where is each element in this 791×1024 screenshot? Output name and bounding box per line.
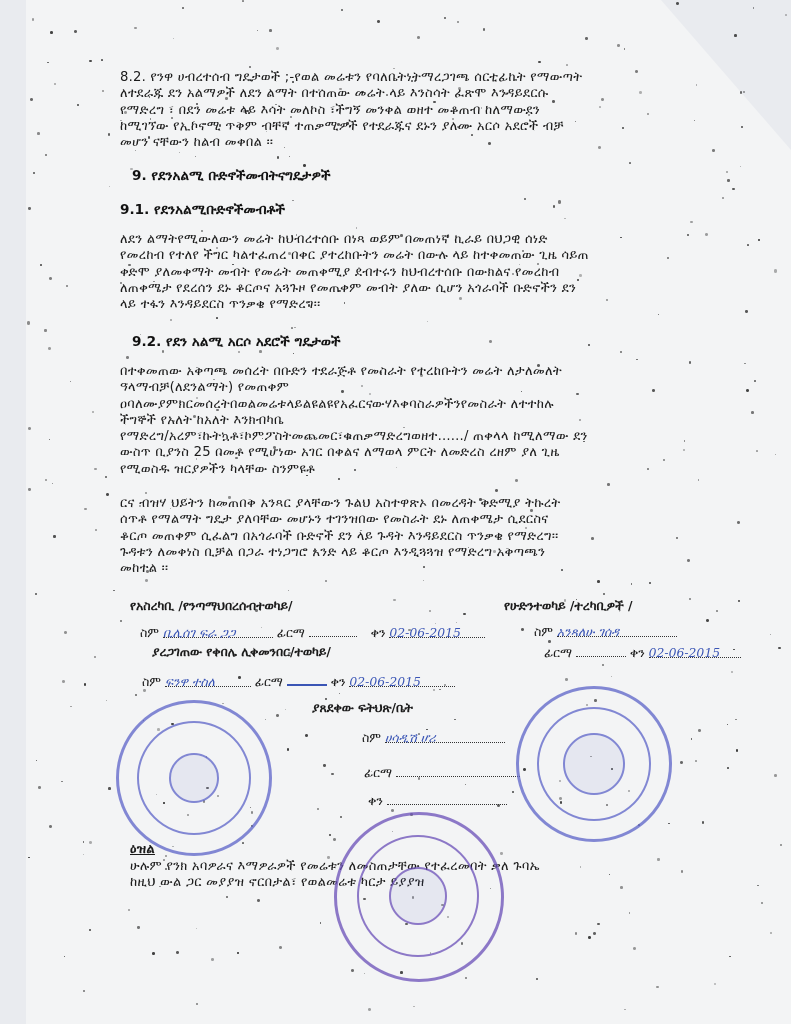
scan-speck — [689, 598, 691, 600]
scan-speck — [620, 351, 622, 353]
scan-speck — [325, 580, 327, 582]
scan-speck — [317, 808, 318, 809]
scan-speck — [356, 227, 357, 228]
scan-speck — [211, 958, 214, 961]
scan-speck — [294, 327, 296, 329]
signature-label: ፊርማ — [276, 625, 305, 640]
scan-speck — [636, 359, 637, 360]
scan-speck — [92, 411, 94, 413]
scan-speck — [28, 207, 30, 209]
right-round-stamp — [516, 686, 672, 842]
scan-speck — [538, 61, 541, 64]
scan-speck — [566, 64, 568, 66]
scan-speck — [735, 719, 736, 720]
scan-speck — [94, 468, 96, 470]
scan-speck — [351, 969, 354, 972]
scan-speck — [242, 0, 244, 2]
scan-speck — [101, 59, 103, 61]
scan-speck — [33, 172, 35, 174]
scan-speck — [603, 593, 605, 595]
scan-speck — [120, 620, 122, 622]
handwritten-date-1: 02-06-2015 — [389, 625, 485, 638]
scan-speck — [113, 590, 115, 592]
scan-speck — [36, 760, 37, 761]
scan-speck — [585, 37, 588, 40]
scan-speck — [162, 350, 165, 353]
scan-speck — [279, 946, 282, 949]
scan-speck — [83, 854, 84, 855]
scan-speck — [52, 483, 53, 484]
signature-blank — [309, 624, 357, 637]
scan-speck — [738, 600, 739, 601]
signature-row-2-right — [544, 644, 741, 661]
name-label: ስም — [534, 624, 553, 639]
scan-speck — [727, 724, 728, 725]
approver-name-row — [362, 730, 505, 746]
paragraph-closing: ርና ብዝሃ ህይትን ከመጠበቅ አንጻር ያላቸውን ጉልህ አስተዋጽኦ በመረዳት ቅድሚያ ትኩረት ሰጥቶ የማልማት ግዴታ ያለባቸው መሆኑን ተገንዝበው የመስራት ደኑ ለጠቀሜታ ሲደርስና ቆርጦ መጠቀም ሲፈልግ በአጎራባች ቡድኖች ደን ላይ ጉዳት እንዳይደርስ ጥንቃቄ የማድረግ፡፡ ጉዳቱን ለመቀነስ ቢቻል በጋራ ተነጋግሮ አንድ ላይ ቆርጦ እንዲጓጓዝ የማድረግ አቅጣጫን መከተል ፡፡ — [120, 496, 561, 577]
scan-speck — [305, 734, 308, 737]
scan-speck — [698, 729, 701, 732]
scan-speck — [706, 619, 709, 622]
scan-speck — [196, 1003, 198, 1005]
scan-speck — [102, 90, 104, 92]
scan-speck — [61, 781, 63, 783]
scan-speck — [633, 947, 636, 950]
scan-speck — [196, 928, 197, 929]
scan-speck — [287, 748, 289, 750]
scan-speck — [393, 68, 395, 70]
scan-speck — [680, 761, 683, 764]
handwritten-date-2: 02-06-2015 — [649, 645, 741, 658]
scan-speck — [770, 634, 771, 635]
scan-speck — [444, 17, 446, 19]
scan-speck — [48, 347, 51, 350]
scan-speck — [49, 277, 52, 280]
scan-speck — [108, 133, 110, 135]
scan-speck — [611, 676, 612, 677]
signature-title-right: የሁድንተወካይ /ተረካቢዎች / — [504, 598, 633, 613]
scan-speck — [575, 932, 577, 934]
scan-speck — [597, 580, 600, 583]
scan-speck — [285, 709, 286, 710]
signature-row-1-right — [534, 624, 677, 640]
scan-speck — [145, 579, 148, 582]
scan-speck — [340, 816, 342, 818]
scan-speck — [291, 327, 293, 329]
scan-speck — [649, 582, 651, 584]
scan-speck — [785, 14, 787, 16]
signature-label: ፊርማ — [254, 674, 283, 689]
handwritten-date-3: 02-06-2015 — [349, 674, 455, 687]
scan-speck — [135, 694, 137, 696]
scan-speck — [45, 154, 47, 156]
scan-speck — [276, 47, 279, 50]
scan-speck — [27, 321, 30, 324]
date-label: ቀን — [330, 674, 346, 689]
scan-speck — [714, 983, 716, 985]
scan-speck — [734, 34, 737, 37]
scan-speck — [770, 932, 772, 934]
scan-speck — [588, 344, 590, 346]
scan-speck — [106, 700, 108, 702]
scan-speck — [727, 767, 729, 769]
scan-speck — [727, 179, 729, 181]
date-label: ቀን — [368, 793, 383, 808]
scan-speck — [259, 350, 262, 353]
scan-speck — [722, 197, 724, 199]
scan-speck — [429, 610, 431, 612]
paragraph-9-2: በተቀመጠው አቅጣጫ መሰረት በቡድን ተደራጅቶ የመስራት የተረከቡትን መሬት ለታለመለት ዓላማብቻ(ለደንልማት) የመጠቀም ዐባለሙያምክርመሰረትበወልመሬቱላይልዩልዩየአፈርናውሃእቀባስራዎችንየመስራት ለተተከሉ ችግኞች የአለት ከአለት እንክብካቤ የማድረግ/አረም፣ኩትኳቶ፣ኮምፖስትመጨመር፣ቁጠቃማድረግወዘተ....../ ጠቀላላ ከሚለማው ደን ውስጥ ቢያንስ 25 በመቶ የሚሆነው አገር በቀልና ለማወላ ምርት ለመድረስ ረዘም ያለ ጊዜ የሚወስዱ ዝርያዎችን ካላቸው ስንምዩቶ — [120, 364, 588, 477]
scan-speck — [49, 825, 52, 828]
handwritten-name-1: ቢሊሰገ ፍራ ጋጋ — [163, 625, 273, 638]
scan-speck — [338, 478, 340, 480]
scan-speck — [512, 791, 514, 793]
signature-scribble — [287, 672, 327, 686]
scan-speck — [145, 492, 147, 494]
scan-speck — [249, 66, 251, 68]
scan-speck — [84, 508, 86, 510]
scan-speck — [368, 1008, 371, 1011]
scan-speck — [288, 590, 289, 591]
scan-speck — [624, 48, 625, 49]
scan-speck — [54, 83, 55, 84]
scan-speck — [128, 909, 130, 911]
scan-speck — [716, 610, 718, 612]
scan-speck — [463, 613, 466, 616]
scan-speck — [28, 857, 29, 858]
note-body: ሁሉም የንክ አባዎራና እማዎራዎች የመሬቱን ለመስጠታቸው የተፈረመበት ቃለ ጉባኤ ከዚህ ውል ጋር መያያዝ ኖርበታል፣ የወልመሬቱ ካርታ ይያያዝ — [130, 858, 540, 890]
scan-speck — [524, 198, 526, 200]
scan-speck — [774, 269, 777, 272]
handwritten-name-4: ሀሳዲሽ ሆሪ — [385, 730, 505, 743]
scan-speck — [629, 162, 631, 164]
date-blank — [387, 792, 507, 805]
scan-speck — [364, 973, 365, 974]
scan-speck — [465, 784, 466, 785]
center-round-stamp — [334, 812, 504, 982]
name-label: ስም — [362, 730, 381, 745]
scan-speck — [553, 205, 556, 208]
scan-speck — [89, 841, 92, 844]
scan-speck — [126, 356, 129, 359]
scan-speck — [53, 535, 55, 537]
signature-title-left: የአስረካቢ /የንጣማህበረሰብተወካይ/ — [130, 598, 293, 613]
signature-blank — [396, 764, 520, 777]
scan-speck — [548, 640, 551, 643]
scan-speck — [690, 221, 692, 223]
scan-speck — [84, 683, 86, 685]
scan-speck — [658, 314, 659, 315]
scan-speck — [656, 986, 659, 989]
scan-speck — [94, 656, 96, 658]
scan-speck — [624, 1009, 625, 1010]
scan-speck — [780, 844, 782, 846]
scan-speck — [617, 44, 620, 47]
scan-speck — [393, 599, 396, 602]
scan-speck — [109, 186, 110, 187]
paragraph-8-2: 8.2. የንዋ ሀብረተሰብ ግዴታወች ;-የወል መሬቱን የባለቤትነትማረጋገጫ ሰርቲፊኬት የማውጣት ለተደራጁ ደን አልማዎች ለደን ልማት በተሰጠው መሬት ላይ እንስሳት ፈጽሞ እንዳይደርሱ የማድረግ ፣ በደን መሬቱ ላይ እሳት መለኮስ ፣ችግኝ መንቀል ወዘተ መቆጠብ ከለማውደን ከሚገኘው የኢኮኖሚ ጥቅም ብቸኛ ተጠቃሚዎች የተደራጁና ደኑን ያለሙ አርሶ አደሮች ብቻ መሆን ናቸውን ከልብ መቀበል ፡፡ — [120, 70, 583, 151]
scan-speck — [179, 152, 180, 153]
scan-speck — [226, 896, 228, 898]
scan-speck — [170, 319, 171, 320]
scan-speck — [726, 171, 728, 173]
scan-speck — [66, 285, 68, 287]
scan-speck — [74, 30, 77, 33]
scan-speck — [105, 476, 107, 478]
heading-section-9: 9. የደንአልሚ ቡድኖችመብትናግዴታዎች — [132, 168, 331, 184]
approver-title: ያጸደቀው ፍትህጽ/ቤት — [312, 700, 413, 715]
scan-speck — [216, 317, 218, 319]
scan-speck — [698, 479, 700, 481]
scan-speck — [736, 749, 738, 751]
scan-speck — [30, 98, 33, 101]
scan-speck — [176, 951, 179, 954]
scan-speck — [289, 156, 290, 157]
name-label: ስም — [142, 674, 161, 689]
scan-speck — [702, 821, 705, 824]
scan-speck — [238, 351, 240, 353]
verifier-title: ያረጋገጠው የቀበሌ ሊቀመንበር/ተወካይ/ — [152, 644, 331, 659]
scan-speck — [691, 738, 693, 740]
scan-speck — [257, 899, 260, 902]
handwritten-name-2: አንጻለሁ ገሰዳ — [557, 624, 677, 637]
scan-speck — [341, 9, 343, 11]
scan-speck — [417, 36, 420, 39]
heading-section-9-2: 9.2. የደን አልሚ አርሶ አደሮች ግዴታወች — [132, 334, 341, 350]
scan-speck — [47, 62, 49, 64]
scan-speck — [293, 353, 294, 354]
scan-speck — [222, 703, 223, 704]
approver-date-row — [368, 792, 507, 809]
scan-speck — [303, 164, 306, 167]
name-label: ስም — [140, 625, 159, 640]
signature-label: ፊርማ — [364, 765, 392, 780]
scan-speck — [377, 20, 380, 23]
scan-speck — [70, 381, 71, 382]
left-round-stamp — [116, 700, 272, 856]
scan-speck — [195, 156, 196, 157]
scan-speck — [182, 7, 184, 9]
scan-speck — [89, 929, 91, 931]
scan-speck — [427, 321, 428, 322]
scan-speck — [740, 166, 742, 168]
scan-speck — [558, 200, 561, 203]
scan-speck — [515, 479, 518, 482]
signature-blank — [576, 644, 626, 657]
scan-speck — [732, 188, 734, 190]
signature-row-1-left — [140, 624, 485, 641]
scan-speck — [38, 786, 41, 789]
scan-speck — [629, 912, 630, 913]
scan-speck — [269, 29, 272, 32]
scan-speck — [62, 680, 65, 683]
scan-speck — [49, 439, 50, 440]
scan-speck — [64, 631, 67, 634]
handwritten-name-3: ፍንዋ ተስለ — [165, 674, 251, 687]
scan-speck — [695, 760, 697, 762]
scan-speck — [32, 18, 34, 20]
approver-signature-row — [364, 764, 520, 781]
scan-speck — [40, 264, 42, 266]
scan-speck — [95, 529, 97, 531]
scan-speck — [320, 922, 322, 924]
scan-speck — [237, 952, 238, 953]
scan-speck — [108, 787, 111, 790]
heading-section-9-1: 9.1. የደንአልሚቡድኖችመብቶች — [120, 202, 286, 218]
scan-speck — [588, 936, 591, 939]
signature-label: ፊርማ — [544, 645, 572, 660]
scan-speck — [521, 628, 524, 631]
scan-speck — [89, 60, 92, 63]
scan-speck — [761, 902, 763, 904]
scan-speck — [465, 977, 467, 979]
scan-speck — [565, 678, 568, 681]
scan-speck — [134, 27, 136, 29]
scan-speck — [331, 773, 333, 775]
document-page — [26, 0, 791, 1024]
scan-speck — [668, 823, 669, 824]
signature-row-3 — [142, 672, 455, 690]
date-label: ቀን — [629, 645, 645, 660]
scan-speck — [152, 952, 155, 955]
scan-speck — [564, 218, 565, 219]
scan-speck — [536, 978, 538, 980]
scan-speck — [292, 200, 293, 201]
scan-speck — [454, 719, 455, 720]
scan-speck — [265, 719, 266, 720]
scan-speck — [173, 38, 174, 39]
scan-speck — [631, 583, 632, 584]
scan-speck — [423, 580, 425, 582]
scan-speck — [64, 956, 65, 957]
scan-speck — [731, 671, 733, 673]
scan-speck — [277, 156, 279, 158]
scan-speck — [83, 841, 84, 842]
scan-speck — [45, 479, 48, 482]
scan-speck — [602, 664, 604, 666]
scan-speck — [597, 923, 599, 925]
scan-speck — [70, 706, 72, 708]
scan-speck — [257, 30, 258, 31]
scan-speck — [137, 926, 139, 928]
scan-speck — [775, 454, 776, 455]
scan-speck — [457, 21, 459, 23]
scan-speck — [391, 809, 394, 812]
scan-speck — [28, 427, 31, 430]
scan-speck — [323, 764, 325, 766]
scan-speck — [276, 714, 279, 717]
scan-speck — [339, 693, 340, 694]
scan-speck — [676, 2, 679, 5]
scan-speck — [77, 104, 79, 106]
scan-speck — [28, 488, 30, 490]
scan-speck — [774, 774, 777, 777]
scan-speck — [757, 885, 758, 886]
date-label: ቀን — [370, 625, 386, 640]
paragraph-9-1: ለደን ልማትየሚውለውን መሬት ከህብረተሰቡ በነጻ ወይም በመጠነኛ ኪራይ በህጋዊ ሰነድ የመረከብ የተለየ ችግር ካልተፈጠረ በቀር ያተረከቡትን መሬት በውሉ ላይ ከተቀመጠው ጊዜ ሳይጠ ቀድሞ ያለመቀማት መብት የመሬት መጠቀሚያ ደብተሩን ከህብረተሰቡ በውክልና የመረከብ ለጠቀሜታ የደረሰን ደኑ ቆርጦና አጓጉዞ የመጠቀም መብት ያለው ሲሆን አጎራባች ቡድኖችን ደን ላይ ተፋን እንዳይደርስ ጥንቃቄ የማድረግ፡፡ — [120, 232, 589, 313]
scan-speck — [495, 489, 498, 492]
scan-speck — [489, 340, 492, 343]
scan-speck — [106, 493, 109, 496]
scan-speck — [50, 31, 53, 34]
scan-speck — [413, 1006, 415, 1008]
scan-speck — [607, 483, 610, 486]
note-label: ዕዝል — [130, 842, 155, 858]
scan-speck — [729, 956, 730, 957]
scan-speck — [37, 132, 40, 135]
scan-speck — [44, 329, 46, 331]
scan-speck — [83, 990, 85, 992]
scan-speck — [483, 28, 486, 31]
scan-speck — [35, 593, 37, 595]
scan-speck — [778, 647, 780, 649]
scan-speck — [593, 932, 596, 935]
